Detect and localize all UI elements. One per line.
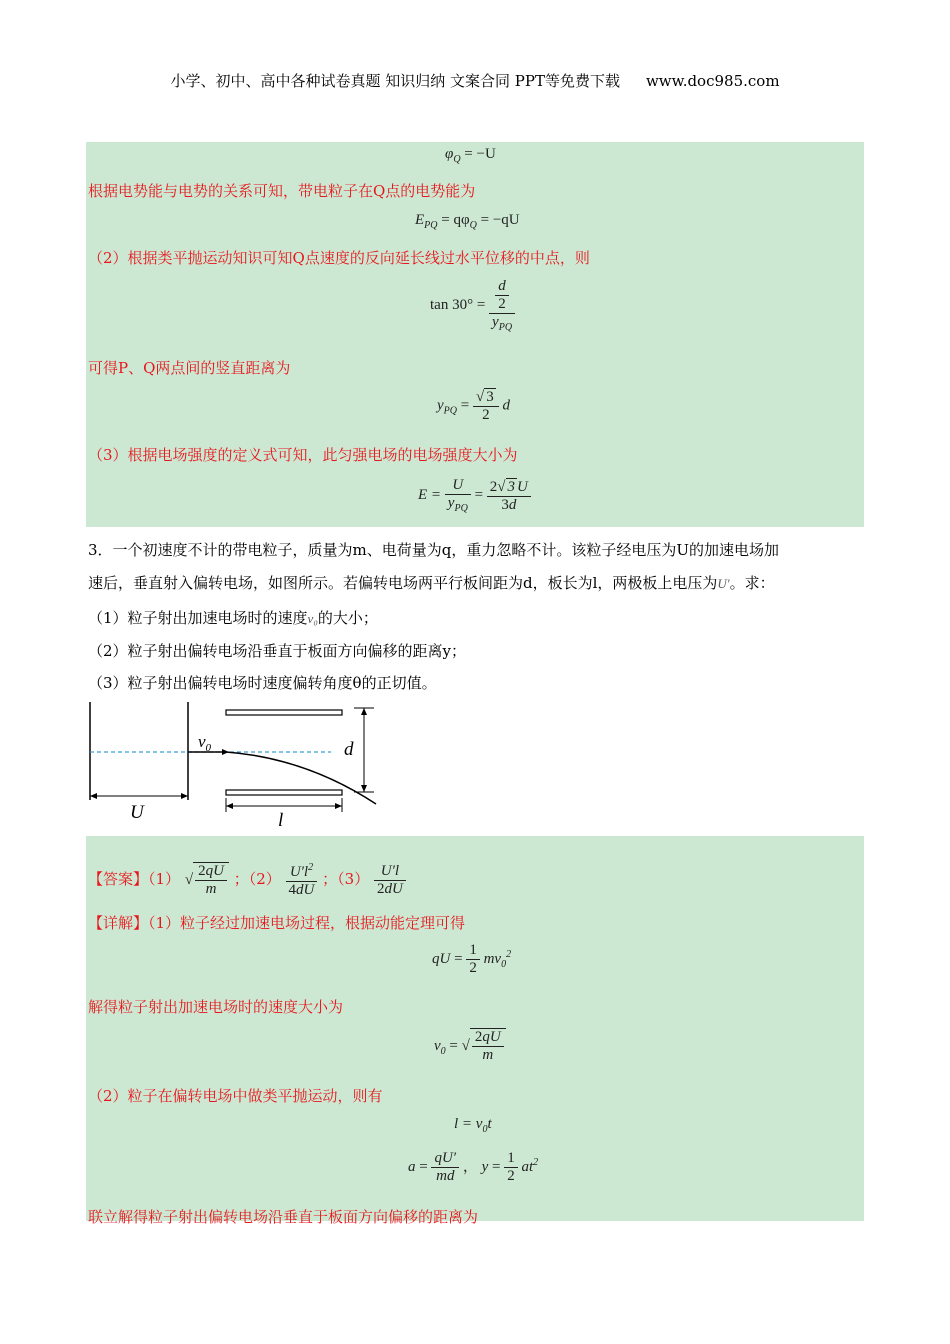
formula-a-y: a = $\frac{qU'}{md}$ ， y = $\frac{1}{2}$ $at^2$ [408, 1150, 539, 1184]
question-sub-1: （1）粒子射出加速电场时的速度v₀的大小； [88, 609, 378, 627]
header-url[interactable]: www.doc985.com [645, 72, 780, 90]
detail-line-3: （2）粒子在偏转电场中做类平抛运动，则有 [88, 1087, 383, 1105]
text-part3: （3）根据电场强度的定义式可知，此匀强电场的电场强度大小为 [88, 446, 518, 464]
bottom-plate [226, 790, 342, 795]
answer-line: 【答案】（1） √ $\frac{2qU}{m}$ ；（2） $\frac{U'l^2}{4dU}$ ；（3） $\frac{U'l}{2dU}$ [88, 862, 406, 899]
u-arrow-left [90, 793, 97, 799]
question-sub-2: （2）粒子射出偏转电场沿垂直于板面方向偏移的距离y； [88, 642, 467, 660]
l-arrow-left [226, 803, 233, 809]
d-arrow-top [361, 708, 367, 715]
formula-ypq: $y_{PQ}$ = $\frac{√ 3}{2}$ d [437, 389, 510, 423]
detail-line-1: 【详解】（1）粒子经过加速电场过程，根据动能定理可得 [88, 914, 466, 932]
l-arrow-right [335, 803, 342, 809]
text-part2: （2）根据类平抛运动知识可知Q点速度的反向延长线过水平位移的中点，则 [88, 249, 590, 267]
label-l: l [278, 810, 284, 831]
formula-energy: qU = $\frac{1}{2}$ $mv_0^2$ [432, 942, 512, 976]
formula-v0: $v_0$ = √ $\frac{2qU}{m}$ [434, 1028, 506, 1064]
page-header [0, 70, 950, 91]
velocity-arrow [222, 749, 229, 755]
formula-phi-q: $\varphi_Q = -U$ [445, 146, 496, 165]
formula-l: $l = v_0t$ [454, 1116, 492, 1135]
text-epq-intro: 根据电势能与电势的关系可知，带电粒子在Q点的电势能为 [88, 182, 476, 200]
label-u: U [130, 802, 144, 823]
detail-line-4: 联立解得粒子射出偏转电场沿垂直于板面方向偏移的距离为 [88, 1208, 479, 1226]
label-v0: $v_0$ [198, 732, 212, 754]
d-arrow-bottom [361, 785, 367, 792]
top-plate [226, 710, 342, 715]
formula-e-field: E = $\frac{U}{y_{PQ}}$ = $\frac{2√ 3 U}{3d}$ [418, 477, 531, 514]
detail-line-2: 解得粒子射出加速电场时的速度大小为 [88, 998, 344, 1016]
u-arrow-right [181, 793, 188, 799]
deflection-diagram-svg [86, 700, 378, 831]
question-line-1: 3．一个初速度不计的带电粒子，质量为m、电荷量为q，重力忽略不计。该粒子经电压为U的加速电场加 [88, 541, 780, 559]
question-sub-3: （3）粒子射出偏转电场时速度偏转角度θ的正切值。 [88, 674, 437, 692]
formula-tan30: tan 30° = $\frac{\frac{d}{2}}{y_{PQ}}$ [430, 278, 515, 333]
label-d: d [344, 739, 354, 760]
question-line-2: 速后，垂直射入偏转电场，如图所示。若偏转电场两平行板间距为d，板长为l，两极板上电压为U′。求： [88, 574, 775, 592]
header-text: 小学、初中、高中各种试卷真题 知识归纳 文案合同 PPT等免费下载 [170, 72, 620, 90]
deflection-diagram [86, 700, 378, 831]
text-ypq-intro: 可得P、Q两点间的竖直距离为 [88, 359, 291, 377]
formula-epq: $E_{PQ} = q\varphi_Q = -qU$ [415, 212, 520, 231]
